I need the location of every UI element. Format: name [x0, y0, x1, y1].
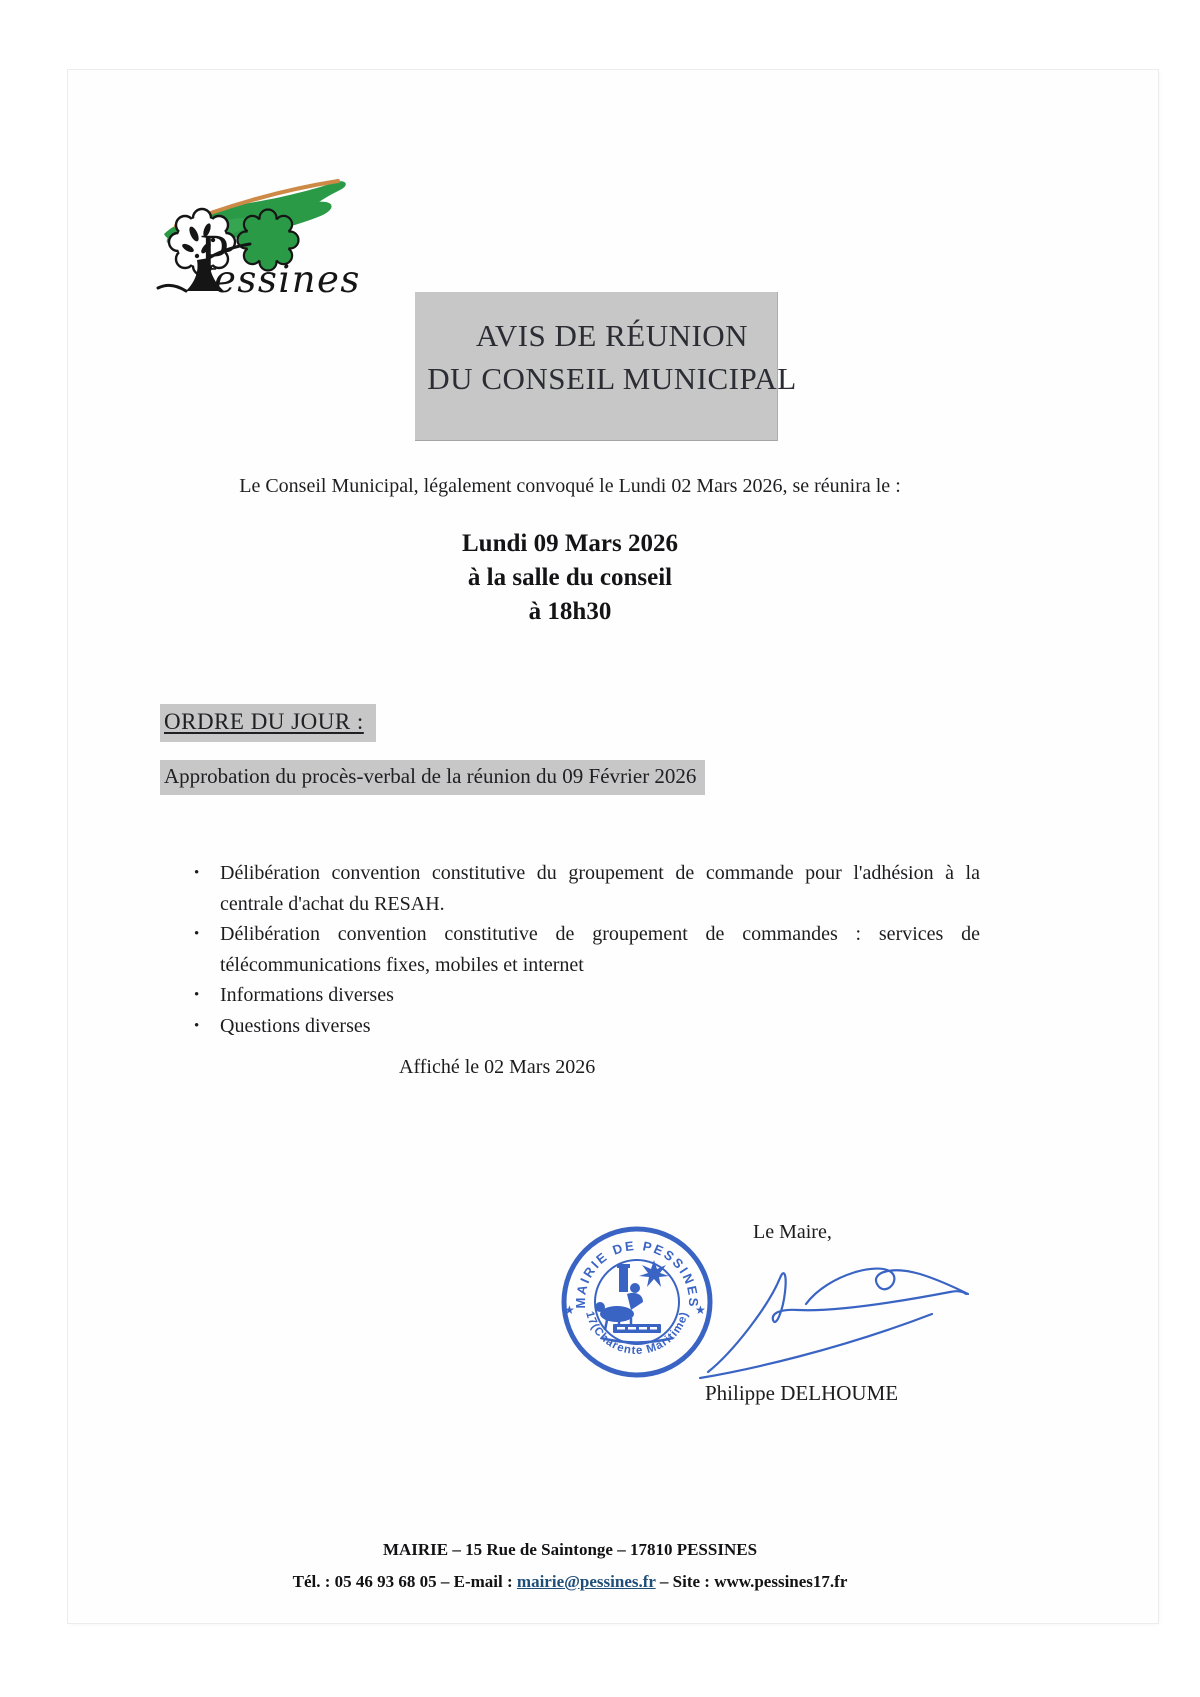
agenda-item: • Informations diverses [188, 980, 980, 1011]
footer [100, 1534, 1040, 1598]
mayor-signature [688, 1252, 988, 1387]
title-line-1: AVIS DE RÉUNION [475, 318, 749, 353]
svg-text:17(Charente Maritime) [583, 1310, 691, 1357]
signatory-role: Le Maire, [753, 1221, 832, 1243]
meeting-date: Lundi 09 Mars 2026 [461, 530, 678, 557]
agenda-list [188, 858, 980, 1041]
meeting-details [100, 527, 1040, 629]
meeting-time: à 18h30 [528, 598, 612, 625]
agenda-heading [160, 704, 376, 742]
footer-contact-line [100, 1566, 1040, 1598]
posting-date-note: Affiché le 02 Mars 2026 [399, 1056, 596, 1078]
pessines-logo [150, 160, 362, 308]
meeting-place: à la salle du conseil [467, 564, 673, 591]
logo-initial: P [200, 225, 229, 282]
agenda-item: • Questions diverses [188, 1011, 980, 1042]
agenda-heading-text: ORDRE DU JOUR : [164, 709, 364, 734]
seal-star-right-icon: ★ [695, 1303, 706, 1317]
agenda-item: • Délibération convention constitutive du groupement de commande pour l'adhésion à la centrale d'achat du RESAH. [188, 858, 980, 919]
footer-site-text: – Site : www.pessines17.fr [655, 1572, 848, 1591]
signatory-name: Philippe DELHOUME [705, 1381, 899, 1405]
agenda-item: • Délibération convention constitutive de groupement de commandes : services de télécommunications fixes, mobiles et internet [188, 919, 980, 980]
email-link[interactable]: mairie@pessines.fr [516, 1572, 656, 1591]
convocation-sentence: Le Conseil Municipal, légalement convoqué le Lundi 02 Mars 2026, se réunira le : [239, 475, 901, 497]
logo-script-text: essines [214, 258, 361, 301]
seal-bottom-text: 17(Charente Maritime) [583, 1310, 691, 1358]
footer-address-line: MAIRIE – 15 Rue de Saintonge – 17810 PESSINES [382, 1540, 758, 1559]
document-title [410, 314, 814, 400]
seal-top-text: MAIRIE DE PESSINES [572, 1237, 702, 1309]
title-line-2: DU CONSEIL MUNICIPAL [427, 361, 797, 396]
footer-phone-text: Tél. : 05 46 93 68 05 – E-mail : [292, 1572, 517, 1591]
minutes-approval-line: Approbation du procès-verbal de la réunion du 09 Février 2026 [160, 760, 705, 795]
seal-star-left-icon: ★ [564, 1303, 575, 1317]
